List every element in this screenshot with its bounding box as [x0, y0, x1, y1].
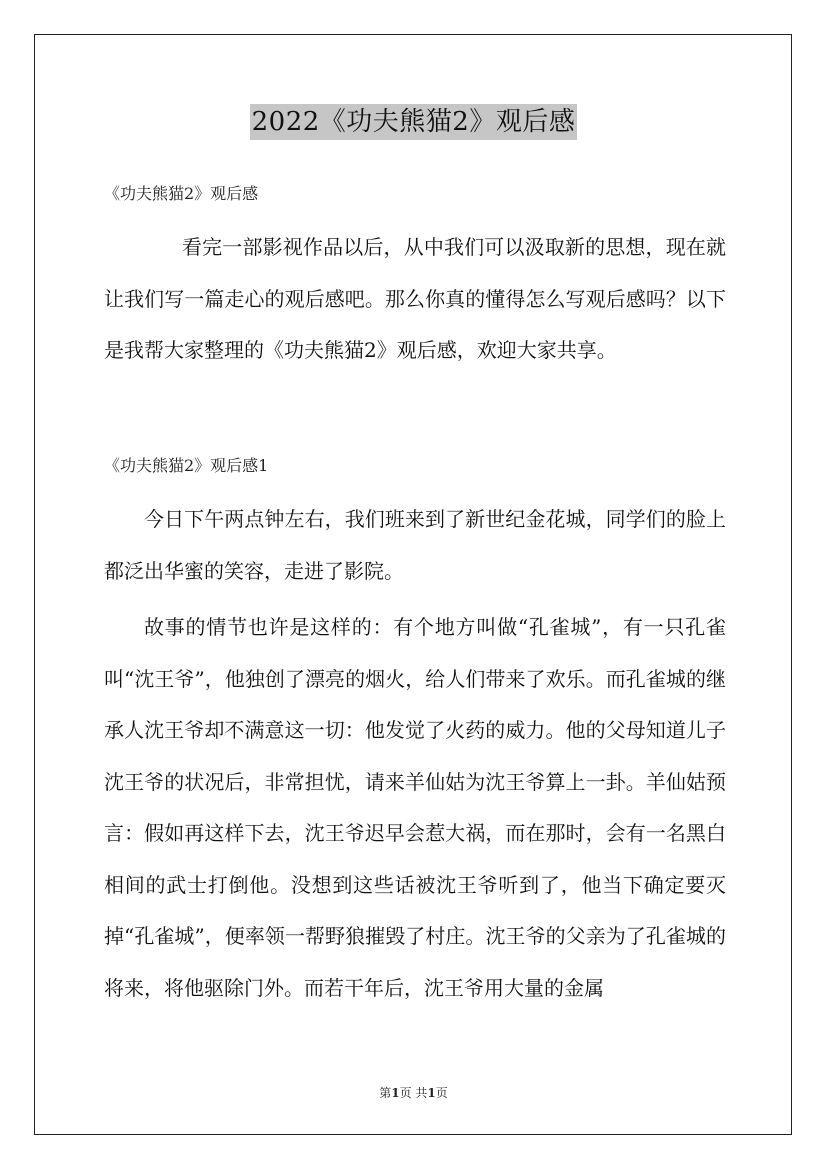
footer-suffix: 页: [435, 1086, 448, 1100]
document-title: 2022《功夫熊猫2》观后感: [250, 104, 578, 140]
intro-paragraph: 看完一部影视作品以后，从中我们可以汲取新的思想，现在就让我们写一篇走心的观后感吧。那么你真的懂得怎么写观后感吗？以下是我帮大家整理的《功夫熊猫2》观后感，欢迎大家共享。: [104, 235, 726, 362]
footer-mid: 页 共: [399, 1086, 428, 1100]
footer-current-page: 1: [391, 1086, 400, 1100]
footer-total-pages: 1: [427, 1086, 436, 1100]
footer-prefix: 第: [379, 1086, 392, 1100]
paragraph-2: 故事的情节也许是这样的：有个地方叫做“孔雀城”，有一只孔雀叫“沈王爷”，他独创了漂亮的烟火，给人们带来了欢乐。而孔雀城的继承人沈王爷却不满意这一切：他发觉了火药的威力。他的父母知道儿子沈王爷的状况后，非常担忧，请来羊仙姑为沈王爷算上一卦。羊仙姑预言：假如再这样下去，沈王爷迟早会惹大祸，而在那时，会有一名黑白相间的武士打倒他。没想到这些话被沈王爷听到了，他当下确定要灭掉“孔雀城”，便率领一帮野狼摧毁了村庄。沈王爷的父亲为了孔雀城的将来，将他驱除门外。而若干年后，沈王爷用大量的金属: [104, 615, 726, 1000]
title-container: [0, 104, 827, 140]
section-heading: 《功夫熊猫2》观后感1: [104, 456, 269, 475]
paragraph-1: 今日下午两点钟左右，我们班来到了新世纪金花城，同学们的脸上都泛出华蜜的笑容，走进了影院。: [104, 507, 726, 583]
document-subtitle: 《功夫熊猫2》观后感: [104, 184, 259, 203]
page-footer: [0, 1084, 827, 1101]
